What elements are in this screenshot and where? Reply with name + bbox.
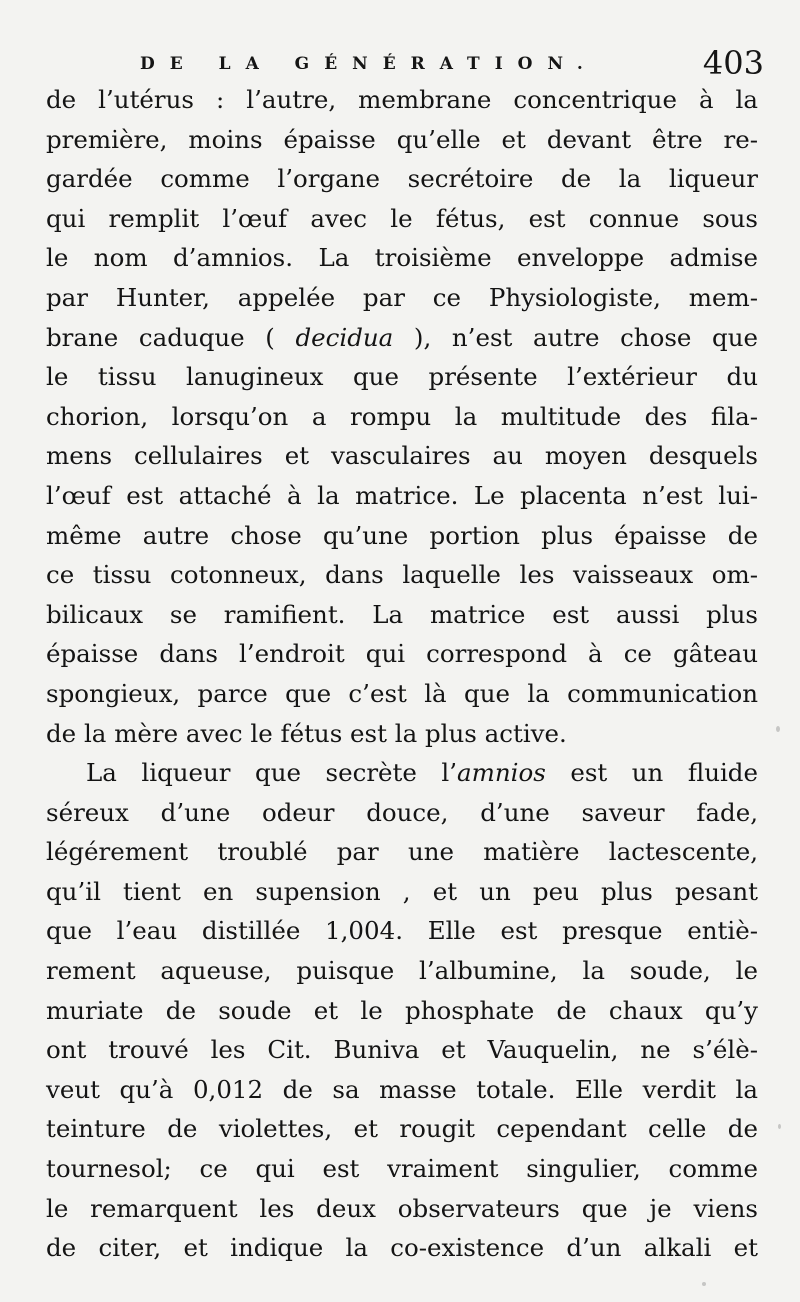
body-text	[46, 80, 758, 1268]
text-segment: épaisse dans l’endroit qui correspond à ce gâteau	[46, 639, 758, 669]
text-segment: gardée comme l’organe secrétoire de la liqueur	[46, 164, 758, 194]
text-line	[46, 199, 758, 239]
text-line	[46, 1149, 758, 1189]
text-line	[46, 278, 758, 318]
text-line	[46, 753, 758, 793]
text-segment: le remarquent les deux observateurs que je viens	[46, 1193, 758, 1223]
running-title: DE LA GÉNÉRATION.	[140, 54, 598, 74]
text-line	[46, 991, 758, 1031]
text-line	[46, 318, 758, 358]
text-line	[46, 516, 758, 556]
text-segment: ont trouvé les Cit. Buniva et Vauquelin, ne s’élè-	[46, 1035, 758, 1065]
text-line	[46, 595, 758, 635]
text-line	[46, 1070, 758, 1110]
text-segment: ce tissu cotonneux, dans laquelle les vaisseaux om-	[46, 560, 758, 590]
text-segment: bilicaux se ramifient. La matrice est aussi plus	[46, 599, 758, 629]
text-line	[46, 357, 758, 397]
text-line	[46, 1030, 758, 1070]
text-segment: légérement troublé par une matière lactescente,	[46, 837, 758, 867]
text-segment: teinture de violettes, et rougit cependant celle de	[46, 1114, 758, 1144]
text-segment: que l’eau distillée 1,004. Elle est presque entiè-	[46, 916, 758, 946]
text-segment: qui remplit l’œuf avec le fétus, est connue sous	[46, 203, 758, 233]
text-segment: brane caduque (	[46, 322, 296, 352]
text-line	[46, 793, 758, 833]
text-line	[46, 832, 758, 872]
italic-term: amnios	[457, 758, 546, 788]
text-line	[46, 159, 758, 199]
paper-speck	[778, 1124, 781, 1129]
text-segment: de la mère avec le fétus est la plus active.	[46, 718, 567, 748]
text-segment: de citer, et indique la co-existence d’un alkali et	[46, 1233, 758, 1263]
text-line	[46, 436, 758, 476]
text-segment: rement aqueuse, puisque l’albumine, la soude, le	[46, 956, 758, 986]
text-segment: mens cellulaires et vasculaires au moyen desquels	[46, 441, 758, 471]
text-segment: La liqueur que secrète l’	[86, 758, 458, 788]
paper-speck	[702, 1282, 706, 1286]
text-line	[46, 714, 758, 754]
text-line	[46, 555, 758, 595]
text-line	[46, 1189, 758, 1229]
text-segment: par Hunter, appelée par ce Physiologiste, mem-	[46, 282, 758, 312]
text-line	[46, 238, 758, 278]
text-line	[46, 634, 758, 674]
text-line	[46, 80, 758, 120]
text-segment: spongieux, parce que c’est là que la communication	[46, 678, 758, 708]
text-line	[46, 951, 758, 991]
text-line	[46, 1228, 758, 1268]
page-number: 403	[702, 44, 764, 82]
text-segment: l’œuf est attaché à la matrice. Le placenta n’est lui-	[46, 480, 758, 510]
text-segment: muriate de soude et le phosphate de chaux qu’y	[46, 995, 758, 1025]
text-segment: tournesol; ce qui est vraiment singulier, comme	[46, 1154, 758, 1184]
paragraph	[46, 753, 758, 1268]
italic-term: decidua	[295, 322, 394, 352]
text-segment: ), n’est autre chose que	[393, 322, 758, 352]
text-segment: première, moins épaisse qu’elle et devant être re-	[46, 124, 758, 154]
text-line	[46, 674, 758, 714]
text-line	[46, 911, 758, 951]
text-segment: chorion, lorsqu’on a rompu la multitude des fila-	[46, 401, 758, 431]
text-line	[46, 397, 758, 437]
text-segment: veut qu’à 0,012 de sa masse totale. Elle verdit la	[46, 1074, 758, 1104]
text-line	[46, 1109, 758, 1149]
paper-speck	[776, 726, 780, 732]
text-line	[46, 872, 758, 912]
text-segment: qu’il tient en supension , et un peu plus pesant	[46, 876, 758, 906]
paragraph	[46, 80, 758, 753]
text-segment: même autre chose qu’une portion plus épaisse de	[46, 520, 758, 550]
text-segment: le nom d’amnios. La troisième enveloppe admise	[46, 243, 758, 273]
text-line	[46, 476, 758, 516]
text-segment: le tissu lanugineux que présente l’extérieur du	[46, 362, 758, 392]
text-line	[46, 120, 758, 160]
text-segment: est un fluide	[545, 758, 758, 788]
text-segment: séreux d’une odeur douce, d’une saveur fade,	[46, 797, 758, 827]
text-segment: de l’utérus : l’autre, membrane concentrique à la	[46, 85, 758, 114]
